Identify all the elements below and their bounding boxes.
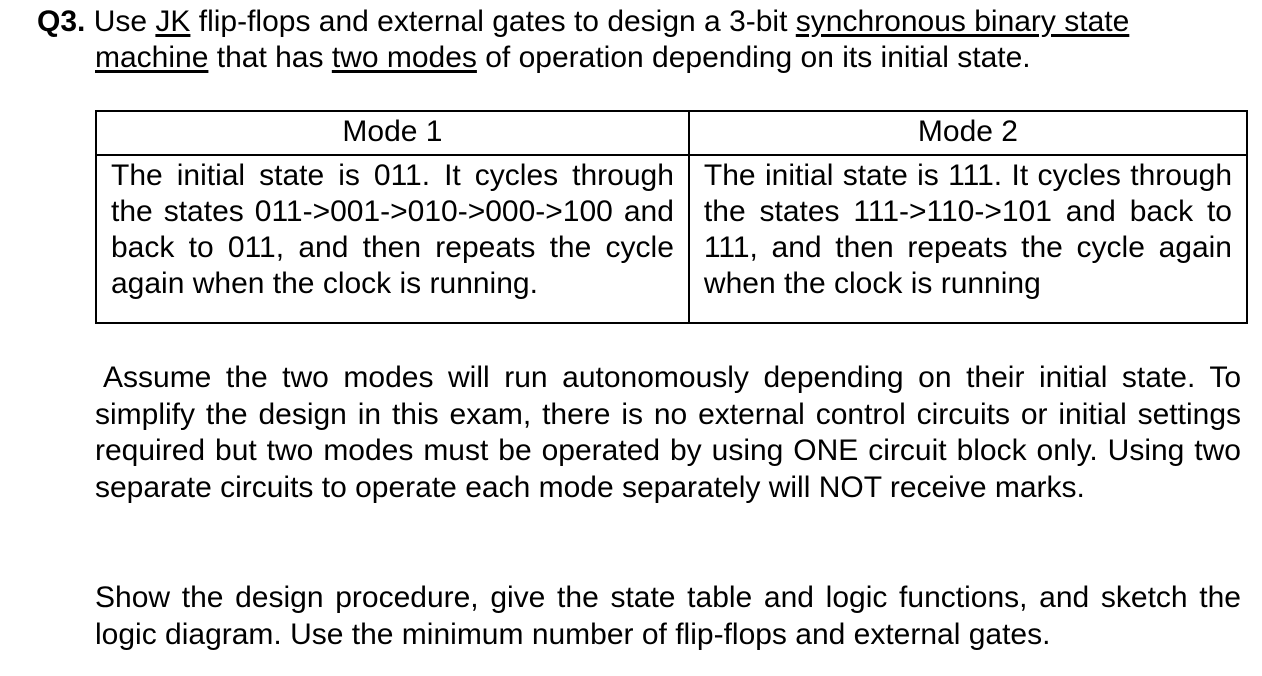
question-text-part: Use xyxy=(85,5,156,38)
question-text-part: flip-flops and external gates to design a 3-bit xyxy=(190,5,796,38)
question-text-part: of operation depending on its initial state. xyxy=(476,41,1031,74)
question-heading xyxy=(37,4,1242,76)
underlined-two-modes: two modes xyxy=(331,41,477,74)
modes-table xyxy=(95,110,1248,324)
mode-2-description: The initial state is 111. It cycles through the states 111->110->101 and back to 111, and then repeats the cycle again when the clock is running xyxy=(689,155,1247,323)
underlined-machine: machine xyxy=(95,41,209,74)
question-line-2 xyxy=(37,40,1242,76)
table-header-row xyxy=(96,111,1247,155)
underlined-jk: JK xyxy=(155,5,191,38)
question-number: Q3. xyxy=(37,5,86,38)
assumption-paragraph: Assume the two modes will run autonomously depending on their initial state. To simplify the design in this exam, there is no external control circuits or initial settings required but two modes must be operated by using ONE circuit block only. Using two separate circuits to operate each mode separately will NOT receive marks. xyxy=(95,361,1241,504)
mode-1-header: Mode 1 xyxy=(96,111,689,155)
instruction-paragraph: Show the design procedure, give the state table and logic functions, and sketch the logic diagram. Use the minimum number of flip-flops and external gates. xyxy=(95,581,1241,651)
mode-2-header: Mode 2 xyxy=(689,111,1247,155)
underlined-synchronous-binary-state: synchronous binary state xyxy=(795,5,1130,38)
table-row xyxy=(96,155,1247,323)
question-text-part: that has xyxy=(208,41,332,74)
mode-1-description: The initial state is 011. It cycles through the states 011->001->010->000->100 and back to 011, and then repeats the cycle again when the clock is running. xyxy=(96,155,689,323)
